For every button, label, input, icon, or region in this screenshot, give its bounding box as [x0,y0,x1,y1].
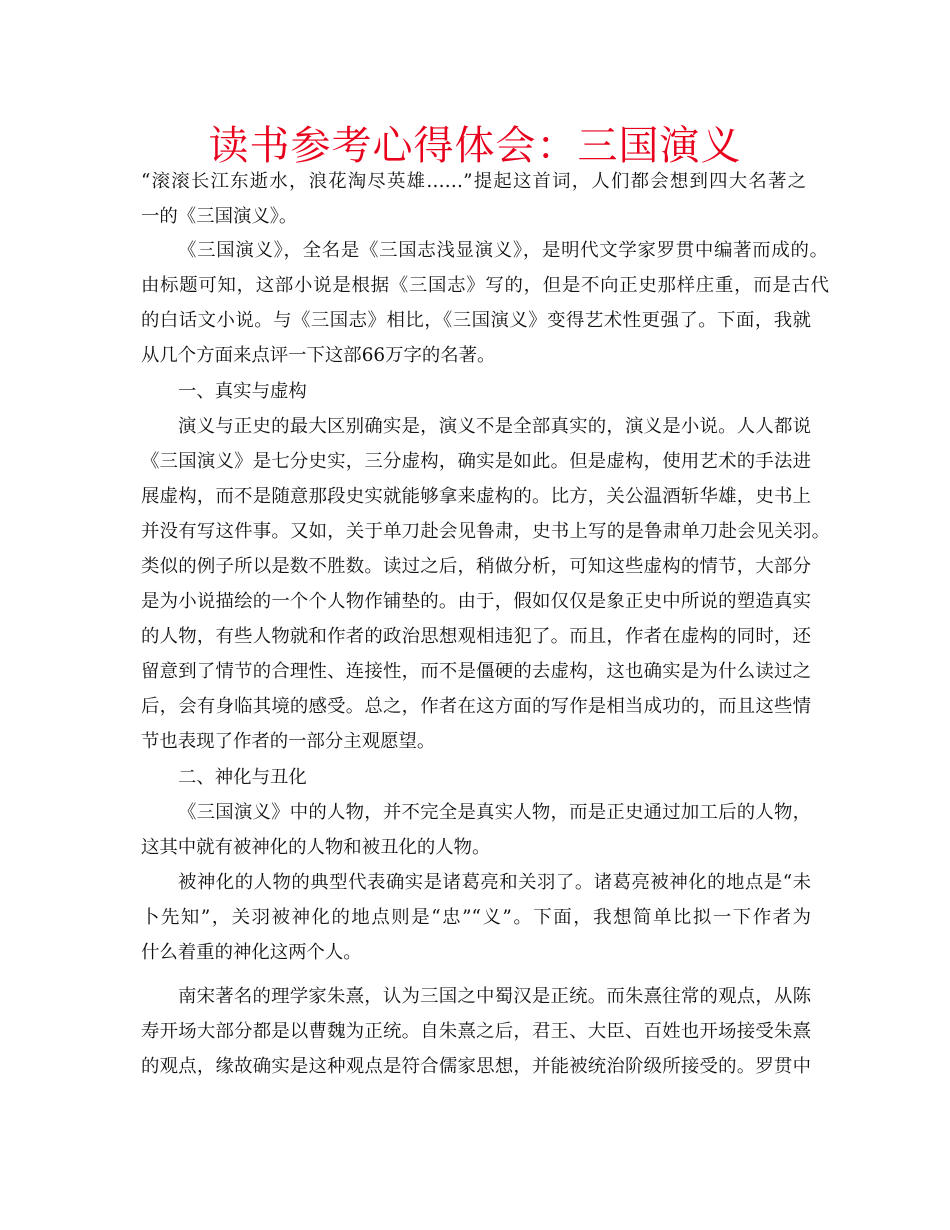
paragraph-line: 的人物，有些人物就和作者的政治思想观相违犯了。而且，作者在虚构的同时，还 [141,626,811,647]
paragraph-line: 节也表现了作者的一部分主观愿望。 [141,731,436,752]
paragraph-line: 演义与正史的最大区别确实是，演义不是全部真实的，演义是小说。人人都说 [178,416,811,437]
paragraph-line: 《三国演义》是七分史实，三分虚构，确实是如此。但是虚构，使用艺术的手法进 [141,451,811,472]
section-heading: 一、真实与虚构 [178,381,307,402]
paragraph-line: 什么着重的神化这两个人。 [141,942,362,963]
paragraph-line: 寿开场大部分都是以曹魏为正统。自朱熹之后，君王、大臣、百姓也开场接受朱熹 [141,1021,811,1042]
paragraph-line: 展虚构，而不是随意那段史实就能够拿来虚构的。比方，关公温酒斩华雄，史书上 [141,486,811,507]
paragraph-line: 这其中就有被神化的人物和被丑化的人物。 [141,837,491,858]
paragraph-line: 类似的例子所以是数不胜数。读过之后，稍做分析，可知这些虚构的情节，大部分 [141,556,811,577]
paragraph-line: 从几个方面来点评一下这部66万字的名著。 [141,345,496,366]
paragraph-line: 被神化的人物的典型代表确实是诸葛亮和关羽了。诸葛亮被神化的地点是“未 [178,872,811,893]
paragraph-line: 是为小说描绘的一个个人物作铺垫的。由于，假如仅仅是象正史中所说的塑造真实 [141,591,811,612]
paragraph-line: 南宋著名的理学家朱熹，认为三国之中蜀汉是正统。而朱熹往常的观点，从陈 [178,986,811,1007]
paragraph-line: 留意到了情节的合理性、连接性，而不是僵硬的去虚构，这也确实是为什么读过之 [141,661,811,682]
paragraph-line: 卜先知”，关羽被神化的地点则是“忠”“义”。下面，我想简单比拟一下作者为 [141,907,811,928]
paragraph-line: 《三国演义》中的人物，并不完全是真实人物，而是正史通过加工后的人物， [178,802,811,823]
paragraph-line: 的白话文小说。与《三国志》相比，《三国演义》变得艺术性更强了。下面，我就 [141,310,811,331]
paragraph-line: 《三国演义》，全名是《三国志浅显演义》，是明代文学家罗贯中编著而成的。 [178,240,828,261]
paragraph-line: 后，会有身临其境的感受。总之，作者在这方面的写作是相当成功的，而且这些情 [141,696,811,717]
paragraph-line: “滚滚长江东逝水，浪花淘尽英雄……”提起这首词，人们都会想到四大名著之 [141,171,806,192]
paragraph-line: 并没有写这件事。又如，关于单刀赴会见鲁肃，史书上写的是鲁肃单刀赴会见关羽。 [141,521,830,542]
section-heading: 二、神化与丑化 [178,767,307,788]
paragraph-line: 一的《三国演义》。 [141,206,298,227]
paragraph-line: 由标题可知，这部小说是根据《三国志》写的，但是不向正史那样庄重，而是古代 [141,275,829,296]
document-title: 读书参考心得体会：三国演义 [208,123,742,169]
paragraph-line: 的观点，缘故确实是这种观点是符合儒家思想，并能被统治阶级所接受的。罗贯中 [141,1056,811,1077]
